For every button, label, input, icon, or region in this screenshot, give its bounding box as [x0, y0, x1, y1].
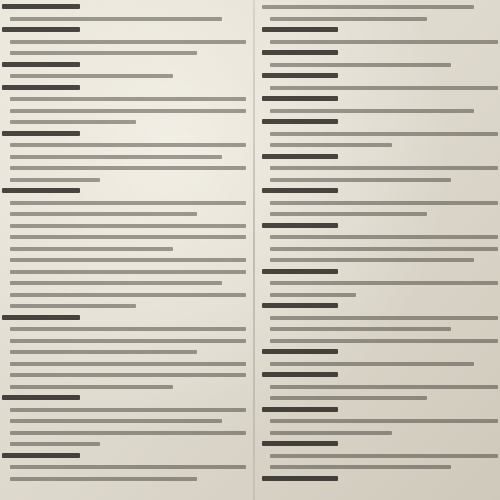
text-line-placeholder — [2, 392, 246, 404]
text-line-placeholder — [2, 381, 246, 393]
text-line-placeholder — [2, 415, 246, 427]
text-line-placeholder — [262, 185, 498, 197]
text-line-placeholder — [262, 162, 498, 174]
text-line-placeholder — [262, 404, 498, 416]
text-line-placeholder — [262, 358, 498, 370]
text-line-placeholder — [262, 105, 498, 117]
text-line-placeholder — [2, 13, 246, 25]
text-line-placeholder — [262, 335, 498, 347]
text-line-placeholder — [2, 335, 246, 347]
text-line-placeholder — [262, 266, 498, 278]
text-line-placeholder — [2, 162, 246, 174]
text-line-placeholder — [262, 392, 498, 404]
text-line-placeholder — [262, 59, 498, 71]
text-line-placeholder — [262, 300, 498, 312]
text-line-placeholder — [2, 151, 246, 163]
text-line-placeholder — [262, 427, 498, 439]
text-line-placeholder — [262, 151, 498, 163]
text-line-placeholder — [262, 415, 498, 427]
text-line-placeholder — [2, 323, 246, 335]
text-line-placeholder — [2, 197, 246, 209]
text-line-placeholder — [262, 47, 498, 59]
text-line-placeholder — [2, 128, 246, 140]
text-line-placeholder — [2, 450, 246, 462]
text-line-placeholder — [2, 358, 246, 370]
text-line-placeholder — [262, 220, 498, 232]
text-line-placeholder — [2, 139, 246, 151]
text-line-placeholder — [2, 220, 246, 232]
text-line-placeholder — [2, 300, 246, 312]
text-line-placeholder — [262, 277, 498, 289]
text-line-placeholder — [2, 70, 246, 82]
text-line-placeholder — [2, 438, 246, 450]
text-line-placeholder — [262, 473, 498, 485]
text-line-placeholder — [2, 24, 246, 36]
text-line-placeholder — [262, 82, 498, 94]
text-line-placeholder — [262, 323, 498, 335]
text-line-placeholder — [2, 36, 246, 48]
text-line-placeholder — [262, 231, 498, 243]
text-line-placeholder — [262, 197, 498, 209]
text-line-placeholder — [2, 231, 246, 243]
text-line-placeholder — [262, 461, 498, 473]
text-line-placeholder — [262, 381, 498, 393]
text-line-placeholder — [262, 13, 498, 25]
text-line-placeholder — [2, 427, 246, 439]
text-line-placeholder — [262, 1, 498, 13]
column-gutter — [253, 0, 255, 500]
text-line-placeholder — [2, 243, 246, 255]
text-line-placeholder — [262, 254, 498, 266]
text-line-placeholder — [2, 473, 246, 485]
text-line-placeholder — [262, 346, 498, 358]
text-line-placeholder — [2, 254, 246, 266]
text-line-placeholder — [262, 116, 498, 128]
text-line-placeholder — [262, 128, 498, 140]
text-line-placeholder — [2, 461, 246, 473]
text-line-placeholder — [2, 174, 246, 186]
text-line-placeholder — [262, 312, 498, 324]
text-line-placeholder — [262, 174, 498, 186]
text-line-placeholder — [262, 243, 498, 255]
text-line-placeholder — [2, 346, 246, 358]
text-line-placeholder — [2, 369, 246, 381]
text-line-placeholder — [262, 70, 498, 82]
text-line-placeholder — [2, 185, 246, 197]
text-line-placeholder — [2, 208, 246, 220]
text-line-placeholder — [2, 82, 246, 94]
text-line-placeholder — [262, 36, 498, 48]
text-line-placeholder — [2, 1, 246, 13]
text-line-placeholder — [262, 93, 498, 105]
text-line-placeholder — [2, 289, 246, 301]
text-line-placeholder — [2, 404, 246, 416]
text-line-placeholder — [262, 289, 498, 301]
text-line-placeholder — [2, 93, 246, 105]
text-line-placeholder — [2, 312, 246, 324]
text-line-placeholder — [2, 105, 246, 117]
text-line-placeholder — [262, 208, 498, 220]
text-line-placeholder — [262, 139, 498, 151]
text-line-placeholder — [2, 277, 246, 289]
text-line-placeholder — [2, 116, 246, 128]
text-line-placeholder — [262, 438, 498, 450]
text-line-placeholder — [262, 450, 498, 462]
text-line-placeholder — [262, 24, 498, 36]
text-line-placeholder — [262, 369, 498, 381]
dictionary-column-right — [256, 0, 500, 500]
text-line-placeholder — [2, 59, 246, 71]
text-line-placeholder — [2, 266, 246, 278]
text-line-placeholder — [2, 47, 246, 59]
